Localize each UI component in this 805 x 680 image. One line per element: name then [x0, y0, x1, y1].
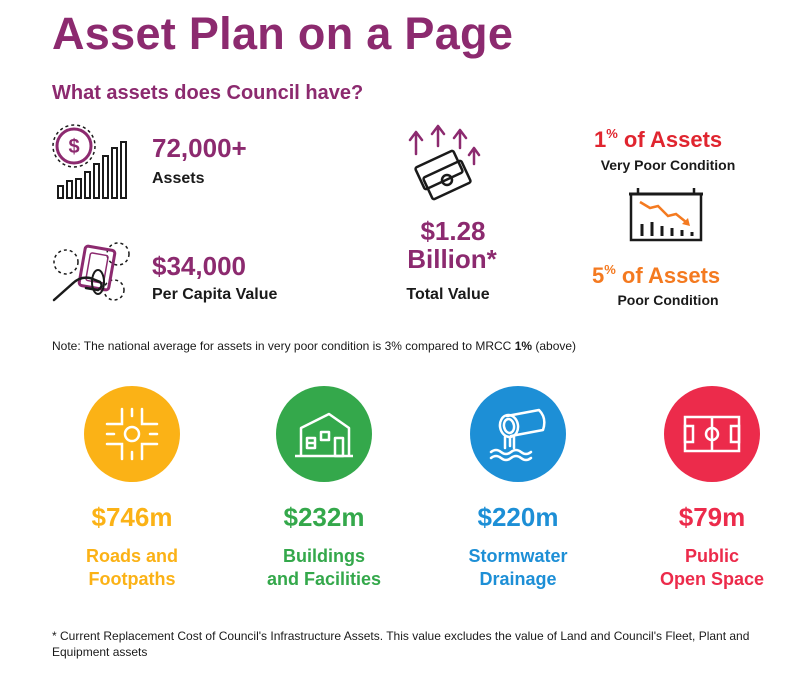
building-icon: [293, 408, 355, 460]
note-bold-value: 1%: [514, 339, 533, 353]
buildings-value: $232m: [283, 502, 365, 532]
buildings-label-line2: and Facilities: [266, 569, 382, 589]
total-value-line1: $1.28: [420, 216, 486, 246]
footnote: * Current Replacement Cost of Council's Infrastructure Assets. This value excludes the value of Land and Council's Fleet, Plant and Equipment assets: [52, 629, 750, 659]
buildings-circle: [276, 386, 372, 482]
svg-text:$: $: [68, 136, 80, 158]
poor-number: 5: [592, 263, 605, 288]
buildings-label: [244, 545, 404, 591]
roads-value: $746m: [91, 502, 173, 532]
very-poor-percent: [594, 126, 722, 153]
open-space-circle: [664, 386, 760, 482]
stormwater-label-line2: Drainage: [479, 569, 557, 589]
roads-circle: [84, 386, 180, 482]
very-poor-suffix: of Assets: [617, 127, 723, 152]
stormwater-circle: [470, 386, 566, 482]
drain-pipe-icon: [487, 406, 549, 462]
poor-percent-sign: %: [604, 262, 616, 277]
open-space-label-line1: Public: [684, 546, 739, 566]
sports-field-icon: [682, 414, 742, 454]
page-subtitle: What assets does Council have?: [52, 82, 364, 104]
assets-count-value: 72,000+: [152, 133, 247, 163]
hand-holding-cash-icon: [52, 238, 132, 306]
poor-suffix: of Assets: [615, 263, 721, 288]
page-title: Asset Plan on a Page: [52, 8, 514, 59]
very-poor-percent-sign: %: [606, 126, 618, 141]
total-value-line2: Billion*: [407, 244, 497, 274]
stormwater-value: $220m: [477, 502, 559, 532]
stormwater-label-line1: Stormwater: [468, 546, 568, 566]
money-bar-chart-icon: [52, 124, 132, 202]
note-tail: (above): [532, 339, 577, 353]
intersection-icon: [104, 406, 160, 462]
very-poor-label: Very Poor Condition: [600, 157, 736, 173]
poor-percent: [592, 262, 720, 289]
total-value-label: Total Value: [406, 286, 490, 303]
roads-label-line1: Roads and: [85, 546, 178, 566]
national-average-note: [52, 339, 576, 353]
buildings-label-line1: Buildings: [283, 546, 365, 566]
stormwater-label: [438, 545, 598, 591]
assets-count-label: Assets: [152, 170, 205, 187]
roads-label-line2: Footpaths: [88, 569, 176, 589]
cash-arrows-up-icon: [404, 124, 484, 202]
open-space-label: [632, 545, 792, 591]
note-text: Note: The national average for assets in very poor condition is 3% compared to MRCC: [52, 339, 515, 353]
poor-label: Poor Condition: [617, 292, 719, 308]
per-capita-label: Per Capita Value: [152, 286, 278, 303]
open-space-value: $79m: [678, 502, 746, 532]
declining-chart-board-icon: [628, 186, 704, 246]
open-space-label-line2: Open Space: [659, 569, 765, 589]
very-poor-number: 1: [594, 127, 607, 152]
per-capita-value: $34,000: [152, 251, 246, 281]
roads-label: [52, 545, 212, 591]
